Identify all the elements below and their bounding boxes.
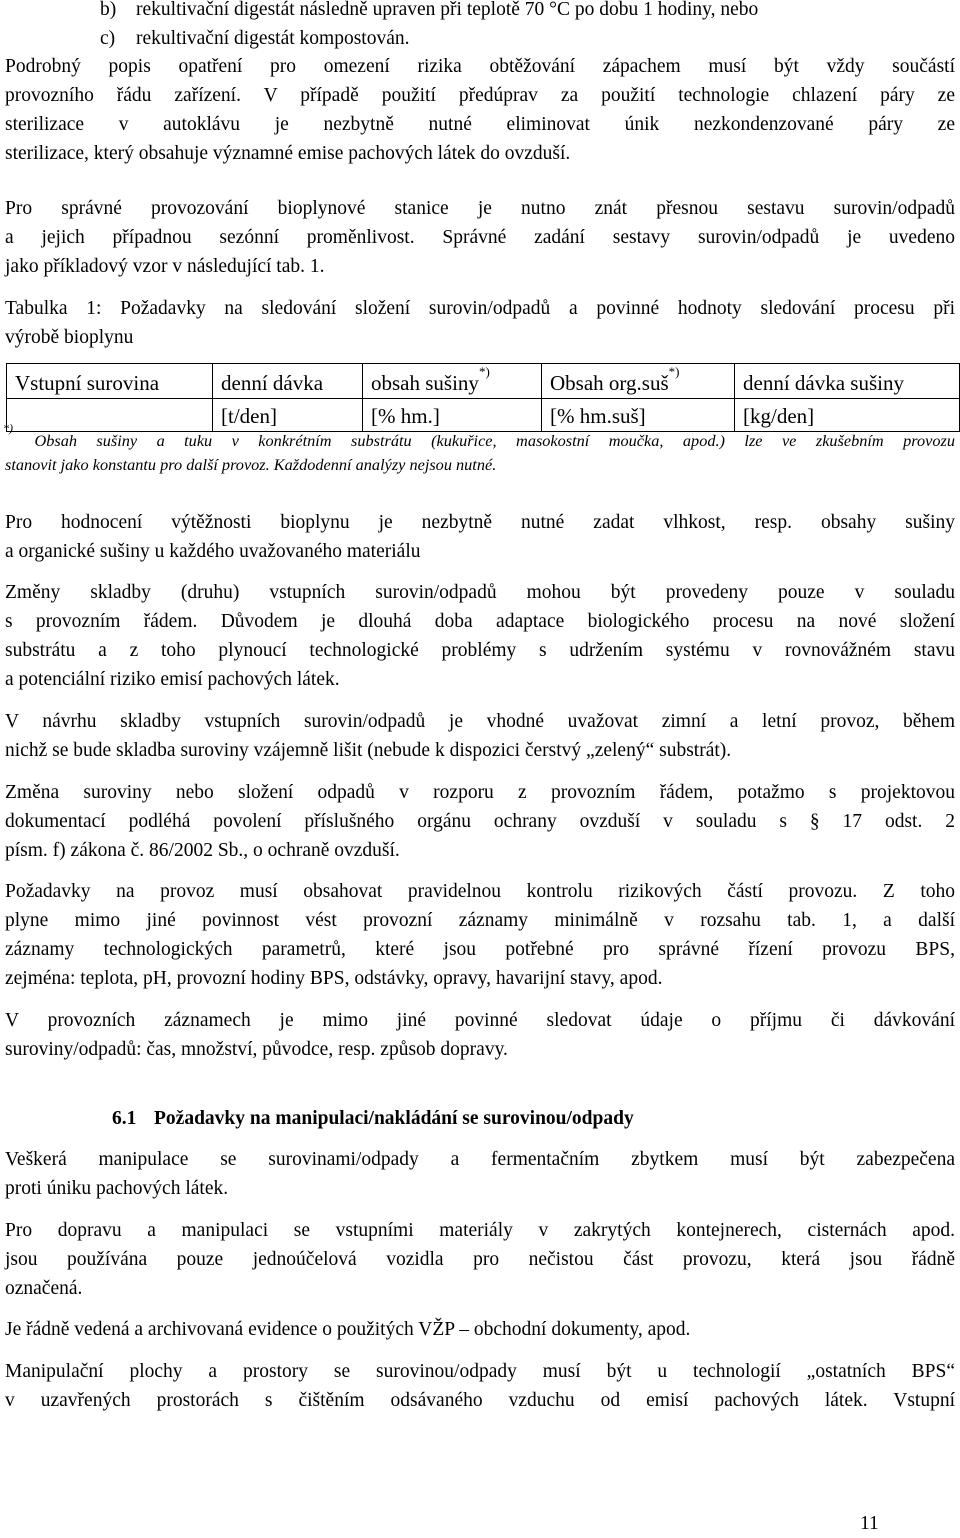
table-cell: [% hm.] <box>363 399 542 432</box>
paragraph-seasonal <box>5 707 955 765</box>
text-line: Podrobný popis opatření pro omezení rizika obtěžování zápachem musí být vždy součástí <box>5 56 955 77</box>
text-line: a jejich případnou sezónní proměnlivost. Správné zadání sestavy surovin/odpadů je uvedeno <box>5 227 955 248</box>
paragraph-raw-materials <box>5 194 955 281</box>
text-line: a potenciální riziko emisí pachových látek. <box>5 669 340 690</box>
text-line: Požadavky na provoz musí obsahovat pravidelnou kontrolu rizikových částí provozu. Z toho <box>5 881 955 902</box>
text-line: suroviny/odpadů: čas, množství, původce, resp. způsob dopravy. <box>5 1039 508 1060</box>
paragraph-handling <box>5 1145 955 1203</box>
table-header-cell: Obsah org.suš*) <box>542 364 735 399</box>
text-line: Je řádně vedená a archivovaná evidence o použitých VŽP – obchodní dokumenty, apod. <box>5 1319 691 1340</box>
table-units-row <box>7 399 960 432</box>
text-line: výrobě bioplynu <box>5 327 134 348</box>
table-cell: [% hm.suš] <box>542 399 735 432</box>
table-footnote <box>3 420 955 477</box>
text-line: dokumentací podléhá povolení příslušného orgánu ochrany ovzduší v souladu s § 17 odst. 2 <box>5 811 955 832</box>
text-line: písm. f) zákona č. 86/2002 Sb., o ochraně ovzduší. <box>5 840 400 861</box>
text-line: Veškerá manipulace se surovinami/odpady a fermentačním zbytkem musí být zabezpečena <box>5 1149 955 1170</box>
list-item <box>100 0 758 24</box>
list-item-text: rekultivační digestát kompostován. <box>136 28 410 49</box>
paragraph-yield <box>5 508 955 566</box>
text-line: a organické sušiny u každého uvažovaného materiálu <box>5 541 421 562</box>
paragraph-permit <box>5 778 955 865</box>
text-line: v uzavřených prostorách s čištěním odsávaného vzduchu od emisí pachových látek. Vstupní <box>5 1390 955 1411</box>
paragraph-records <box>5 877 955 993</box>
section-number: 6.1 <box>112 1108 137 1129</box>
option-list <box>100 0 758 53</box>
table-header-cell: denní dávka <box>213 364 363 399</box>
text-line: substrátu a z toho plynoucí technologické problémy s udržením systému v rovnovážném stavu <box>5 640 955 661</box>
text-line: plyne mimo jiné povinnost vést provozní záznamy minimálně v rozsahu tab. 1, a další <box>5 910 955 931</box>
text-line: Pro správné provozování bioplynové stanice je nutno znát přesnou sestavu surovin/odpadů <box>5 198 955 219</box>
text-line: Manipulační plochy a prostory se surovinou/odpady musí být u technologií „ostatních BPS“ <box>5 1361 955 1382</box>
text-line: s provozním řádem. Důvodem je dlouhá doba adaptace biologického procesu na nové složení <box>5 611 955 632</box>
text-line: Pro hodnocení výtěžnosti bioplynu je nezbytně nutné zadat vlhkost, resp. obsahy sušiny <box>5 512 955 533</box>
text-line: Změna suroviny nebo složení odpadů v rozporu z provozním řádem, potažmo s projektovou <box>5 782 955 803</box>
text-line: proti úniku pachových látek. <box>5 1178 229 1199</box>
text-line: označená. <box>5 1278 83 1299</box>
text-line: záznamy technologických parametrů, které jsou potřebné pro správné řízení provozu BPS, <box>5 939 955 960</box>
paragraph-evidence <box>5 1315 955 1344</box>
text-line: V provozních záznamech je mimo jiné povinné sledovat údaje o příjmu či dávkování <box>5 1010 955 1031</box>
text-line: provozního řádu zařízení. V případě použití předúprav za použití technologie chlazení páry ze <box>5 85 955 106</box>
list-item-text: rekultivační digestát následně upraven při teplotě 70 °C po dobu 1 hodiny, nebo <box>136 0 759 20</box>
text-line: jako příkladový vzor v následující tab. 1. <box>5 256 325 277</box>
text-line: zejména: teplota, pH, provozní hodiny BPS, odstávky, opravy, havarijní stavy, apod. <box>5 968 663 989</box>
section-heading <box>112 1104 634 1133</box>
text-line: V návrhu skladby vstupních surovin/odpadů je vhodné uvažovat zimní a letní provoz, během <box>5 711 955 732</box>
table-header-cell: Vstupní surovina <box>7 364 213 399</box>
list-marker: c) <box>100 28 116 49</box>
text-line: sterilizace v autoklávu je nezbytně nutné eliminovat únik nezkondenzované páry ze <box>5 114 955 135</box>
footnote-mark: *) <box>3 420 13 435</box>
requirements-table <box>6 363 960 432</box>
text-line: jsou používána pouze jednoúčelová vozidla pro nečistou část provozu, která jsou řádně <box>5 1249 955 1270</box>
text-line: Změny skladby (druhu) vstupních surovin/odpadů mohou být provedeny pouze v souladu <box>5 582 955 603</box>
text-line: nichž se bude skladba suroviny vzájemně lišit (nebude k dispozici čerstvý „zelený“ substrát). <box>5 740 732 761</box>
text-line: Tabulka 1: Požadavky na sledování složení surovin/odpadů a povinné hodnoty sledování procesu při <box>5 298 955 319</box>
list-item <box>100 24 758 53</box>
text-line: sterilizace, který obsahuje významné emise pachových látek do ovzduší. <box>5 143 571 164</box>
table-cell: [t/den] <box>213 399 363 432</box>
section-title: Požadavky na manipulaci/nakládání se surovinou/odpady <box>154 1108 634 1129</box>
paragraph-transport <box>5 1216 955 1303</box>
text-line: stanovit jako konstantu pro další provoz. Každodenní analýzy nejsou nutné. <box>5 455 497 474</box>
table-header-cell: denní dávka sušiny <box>735 364 960 399</box>
text-line: Pro dopravu a manipulaci se vstupními materiály v zakrytých kontejnerech, cisternách apod. <box>5 1220 955 1241</box>
paragraph-areas <box>5 1357 955 1415</box>
paragraph-changes <box>5 578 955 694</box>
page-number: 11 <box>860 1513 879 1534</box>
table-header-cell: obsah sušiny*) <box>363 364 542 399</box>
table-cell <box>7 399 213 432</box>
table-header-row <box>7 364 960 399</box>
paragraph-operation-records <box>5 1006 955 1064</box>
paragraph-odor-measures <box>5 52 955 168</box>
table-caption <box>5 294 955 352</box>
table-cell: [kg/den] <box>735 399 960 432</box>
text-line: *) Obsah sušiny a tuku v konkrétním substrátu (kukuřice, masokostní moučka, apod.) lze ve zkušebním provozu <box>3 420 955 450</box>
list-marker: b) <box>100 0 117 20</box>
